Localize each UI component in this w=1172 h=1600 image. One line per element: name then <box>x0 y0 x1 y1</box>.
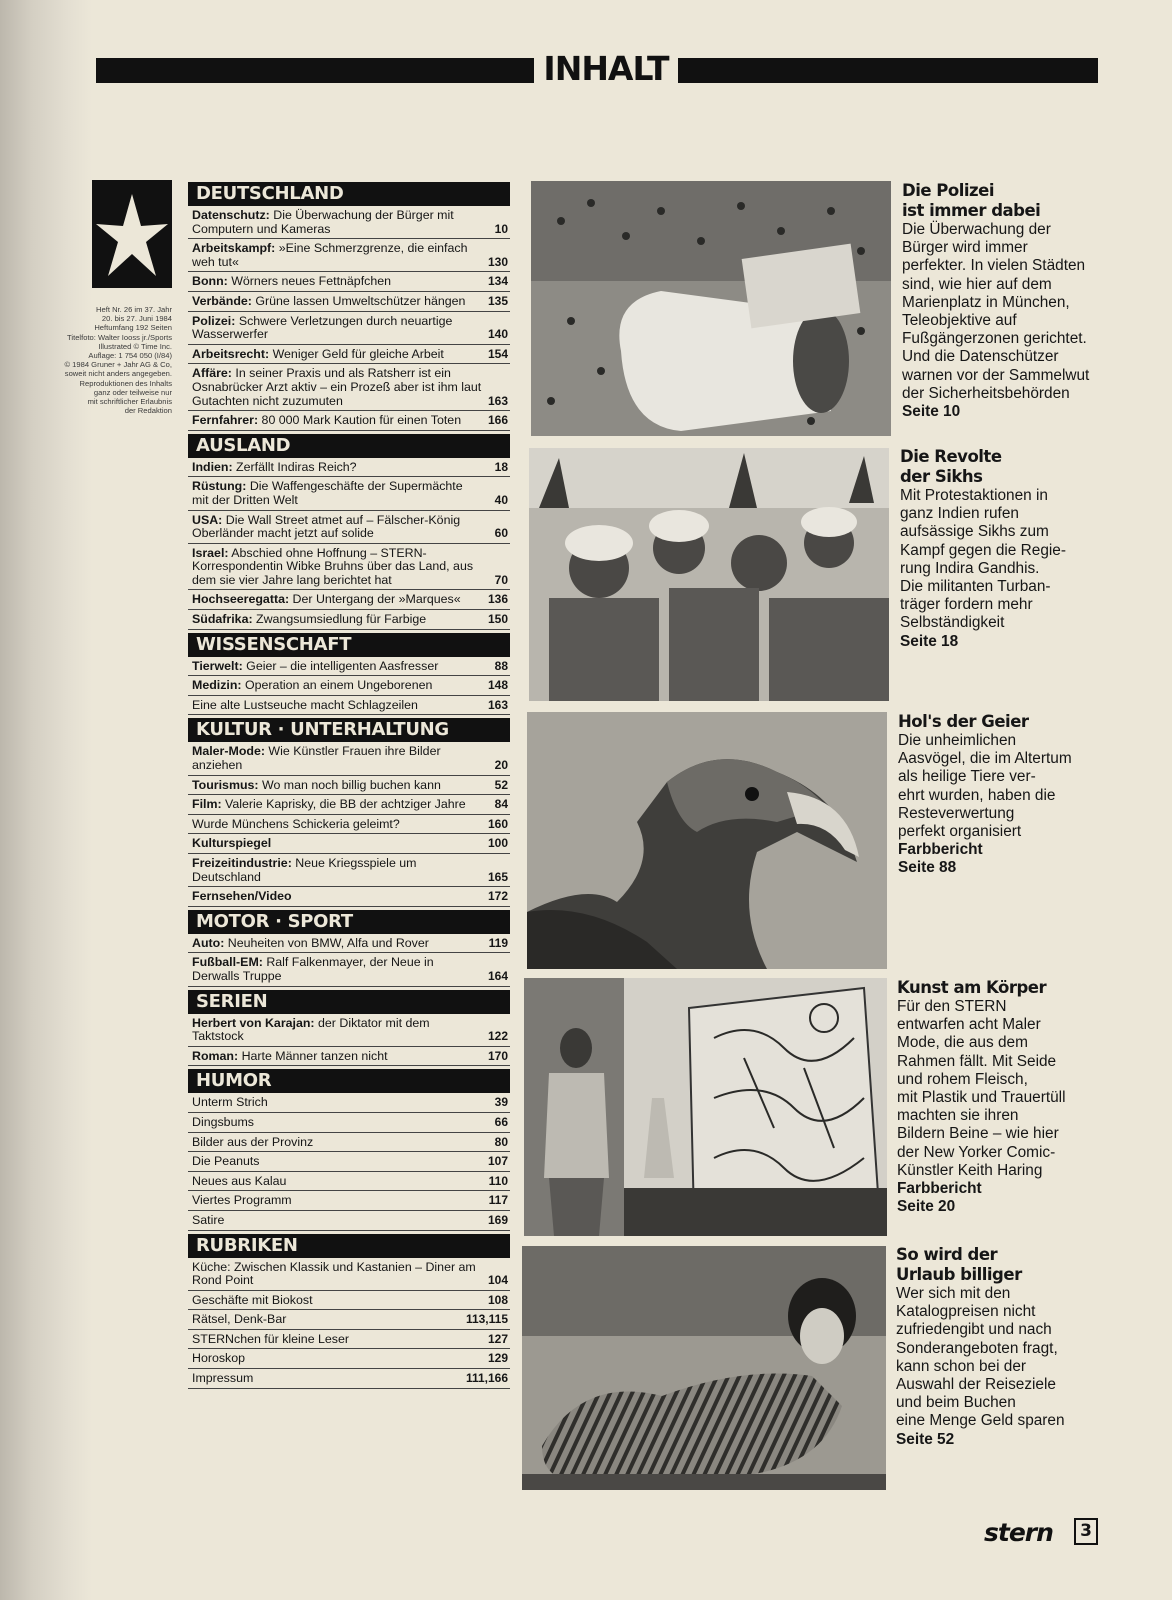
entry-text: Weniger Geld für gleiche Arbeit <box>269 346 444 361</box>
imprint-line: Illustrated © Time Inc. <box>98 341 172 351</box>
toc-entry[interactable] <box>188 1291 510 1311</box>
entry-page-number: 113,115 <box>465 1312 508 1327</box>
magazine-spine-shadow <box>0 0 92 1600</box>
swimsuit-woman-photo <box>522 1246 886 1490</box>
entry-page-number: 134 <box>487 274 508 289</box>
entry-page-number: 127 <box>487 1331 508 1346</box>
entry-topic: Affäre: <box>192 366 232 381</box>
entry-page-number: 39 <box>494 1095 508 1110</box>
feature-art-fashion <box>897 978 1152 1216</box>
entry-text: Geier – die intelligenten Aasfresser <box>242 658 439 673</box>
toc-entry[interactable] <box>188 345 510 365</box>
toc-section <box>188 1069 510 1230</box>
entry-text: Die Wall Street atmet auf – Fälscher-König Oberländer macht jetzt auf solide <box>192 512 461 541</box>
entry-text: Die Überwachung der Bürger mit Computern und Kameras <box>192 208 454 236</box>
entry-page-number: 110 <box>488 1173 508 1188</box>
page-title: INHALT <box>534 48 678 90</box>
entry-page-number: 52 <box>494 777 508 792</box>
entry-page-number: 10 <box>494 221 508 236</box>
entry-page-number: 80 <box>494 1134 508 1149</box>
imprint-line: Heft Nr. 26 im 37. Jahr <box>96 305 172 314</box>
imprint-line: der Redaktion <box>124 406 172 416</box>
section-heading: SERIEN <box>188 990 510 1014</box>
toc-entry[interactable] <box>188 676 510 696</box>
entry-topic: Freizeitindustrie: <box>192 856 292 870</box>
entry-text: Eine alte Lustseuche macht Schlagzeilen <box>192 697 418 712</box>
toc-entry[interactable] <box>188 292 510 312</box>
toc-entry[interactable] <box>188 364 510 411</box>
toc-entry[interactable] <box>188 1258 510 1291</box>
entry-text: Neuheiten von BMW, Alfa und Rover <box>224 935 429 950</box>
toc-entry[interactable] <box>188 742 510 775</box>
entry-text: Unterm Strich <box>192 1095 268 1110</box>
entry-text: Harte Männer tanzen nicht <box>238 1048 388 1063</box>
entry-text: Satire <box>192 1212 225 1227</box>
entry-text: Horoskop <box>192 1351 246 1366</box>
toc-entry[interactable] <box>188 1191 510 1211</box>
feature-page: Seite 20 <box>897 1198 956 1216</box>
entry-text: »Eine Schmerzgrenze, die einfach weh tut« <box>192 241 468 269</box>
toc-entry[interactable] <box>188 1211 510 1231</box>
entry-topic: Fernsehen/Video <box>192 889 292 904</box>
entry-text: Dingsbums <box>192 1114 254 1129</box>
toc-entry[interactable] <box>188 1047 510 1067</box>
toc-entry[interactable] <box>188 590 510 610</box>
feature-text: Wer sich mit den Katalogpreisen nicht zufriedengibt und nach Sonderangeboten fragt, kann schon bei der Auswahl der Reiseziele und beim Buchen eine Menge Geld sparen <box>896 1285 1065 1430</box>
toc-entry[interactable] <box>188 1310 510 1330</box>
entry-page-number: 130 <box>487 254 508 269</box>
entry-topic: Rüstung: <box>192 479 247 494</box>
entry-text: Die Waffengeschäfte der Supermächte mit der Dritten Welt <box>192 479 463 507</box>
entry-text: Wie Künstler Frauen ihre Bilder anziehen <box>192 744 441 773</box>
section-heading: KULTUR · UNTERHALTUNG <box>188 718 510 742</box>
imprint-line: ganz oder teilweise nur <box>93 387 172 397</box>
entry-page-number: 84 <box>494 797 508 812</box>
toc-entry[interactable] <box>188 934 510 954</box>
entry-text: Wörners neues Fettnäpfchen <box>227 274 392 289</box>
toc-entry[interactable] <box>188 887 510 907</box>
feature-title: Die Revolte der Sikhs <box>900 447 1002 486</box>
entry-page-number: 119 <box>488 935 508 950</box>
entry-page-number: 154 <box>487 346 508 361</box>
entry-text: Schwere Verletzungen durch neuartige Wasserwerfer <box>192 313 453 342</box>
entry-page-number: 160 <box>487 816 508 831</box>
entry-page-number: 140 <box>487 327 508 342</box>
entry-topic: Indien: <box>192 459 233 474</box>
toc-section <box>188 910 510 987</box>
feature-title: So wird der Urlaub billiger <box>896 1245 1022 1284</box>
toc-entry[interactable] <box>188 1369 510 1389</box>
toc-entry[interactable] <box>188 477 510 510</box>
entry-topic: Tierwelt: <box>192 658 243 673</box>
entry-topic: Roman: <box>192 1048 239 1063</box>
entry-text: Impressum <box>192 1371 254 1386</box>
toc-entry[interactable] <box>188 544 510 591</box>
entry-text: Zwangsumsiedlung für Farbige <box>252 612 427 627</box>
entry-page-number: 111,166 <box>465 1371 508 1386</box>
entry-text: STERNchen für kleine Leser <box>192 1331 350 1346</box>
feature-title: Kunst am Körper <box>897 978 1047 997</box>
entry-topic: Maler-Mode: <box>192 744 265 759</box>
toc-section <box>188 633 510 716</box>
imprint-line: soweit nicht anders angegeben. <box>64 369 172 379</box>
toc-entry[interactable] <box>188 239 510 272</box>
entry-topic: Fernfahrer: <box>192 413 259 428</box>
toc-entry[interactable] <box>188 272 510 292</box>
entry-topic: Polizei: <box>192 313 236 328</box>
entry-page-number: 166 <box>487 413 508 428</box>
feature-page: Seite 88 <box>898 859 957 877</box>
entry-text: Bilder aus der Provinz <box>192 1134 314 1149</box>
entry-topic: Südafrika: <box>192 612 253 627</box>
entry-topic: Fußball-EM: <box>192 955 263 970</box>
entry-text: Operation an einem Ungeborenen <box>241 678 433 693</box>
entry-text: Rätsel, Denk-Bar <box>192 1312 287 1327</box>
toc-entry[interactable] <box>188 312 510 345</box>
imprint-line: Reproduktionen des Inhalts <box>79 378 172 388</box>
feature-cheap-vacation <box>896 1245 1151 1449</box>
feature-text: Mit Protestaktionen in ganz Indien rufen aufsässige Sikhs zum Kampf gegen die Regie- rung Indira Gandhis. Die militanten Turban- träger fordern mehr Selbständigkeit <box>900 487 1066 632</box>
entry-text: 80 000 Mark Kaution für einen Toten <box>258 413 462 428</box>
page-number: 3 <box>1074 1518 1098 1545</box>
imprint-line: Auflage: 1 754 050 (I/84) <box>88 351 172 361</box>
entry-page-number: 165 <box>487 869 508 884</box>
feature-tag: Farbbericht <box>898 841 983 859</box>
entry-text: Ralf Falkenmayer, der Neue in Derwalls Truppe <box>192 955 434 983</box>
toc-entry[interactable] <box>188 1014 510 1047</box>
entry-page-number: 88 <box>494 658 508 673</box>
imprint-line: Heftumfang 192 Seiten <box>94 323 172 333</box>
toc-entry[interactable] <box>188 854 510 887</box>
entry-topic: Verbände: <box>192 293 252 308</box>
entry-topic: Israel: <box>192 545 229 560</box>
entry-page-number: 122 <box>487 1029 508 1044</box>
entry-text: Neue Kriegsspiele um Deutschland <box>192 856 417 884</box>
toc-entry[interactable] <box>188 834 510 854</box>
entry-text: Wo man noch billig buchen kann <box>258 777 441 792</box>
toc-section <box>188 718 510 906</box>
entry-page-number: 107 <box>487 1154 508 1169</box>
entry-page-number: 163 <box>487 393 508 408</box>
feature-title: Hol's der Geier <box>898 712 1029 731</box>
stern-star-logo-icon <box>92 180 172 288</box>
entry-text: Der Untergang der »Marques« <box>289 592 461 607</box>
entry-page-number: 163 <box>487 697 508 712</box>
feature-title: Die Polizei ist immer dabei <box>902 181 1041 220</box>
entry-text: Abschied ohne Hoffnung – STERN-Korrespondentin Wibke Bruhns über das Land, aus dem sie vier Jahre lang berichtet hat <box>192 545 474 587</box>
entry-topic: Kulturspiegel <box>192 836 272 851</box>
entry-text: Grüne lassen Umweltschützer hängen <box>251 293 466 308</box>
entry-page-number: 70 <box>494 572 508 587</box>
toc-entry[interactable] <box>188 1093 510 1113</box>
feature-text: Für den STERN entwarfen acht Maler Mode, die aus dem Rahmen fällt. Mit Seide und rohem Fleisch, mit Plastik und Trauertüll machten sie ihren Bildern Beine – wie hier der New Yorker Comic- Künstler Keith Haring <box>897 998 1066 1179</box>
entry-text: Geschäfte mit Biokost <box>192 1292 313 1307</box>
entry-page-number: 66 <box>494 1114 508 1129</box>
toc-entry[interactable] <box>188 815 510 835</box>
feature-text: Die Überwachung der Bürger wird immer perfekter. In vielen Städten sind, wie hier auf dem Marienplatz in München, Teleobjektive auf Fußgängerzonen gerichtet. Und die Datenschützer warnen vor der Sammelwut der Sicherheitsbehörden <box>902 221 1090 402</box>
section-heading: RUBRIKEN <box>188 1234 510 1258</box>
entry-page-number: 170 <box>487 1048 508 1063</box>
entry-topic: Medizin: <box>192 678 242 693</box>
entry-page-number: 136 <box>487 592 508 607</box>
toc-entry[interactable] <box>188 795 510 815</box>
feature-surveillance <box>902 181 1152 421</box>
footer-logo: stern <box>984 1518 1053 1547</box>
toc-entry[interactable] <box>188 657 510 677</box>
entry-text: Die Peanuts <box>192 1154 260 1169</box>
entry-page-number: 150 <box>487 612 508 627</box>
toc-entry[interactable] <box>188 511 510 544</box>
feature-text: Die unheimlichen Aasvögel, die im Altertum als heilige Tiere ver- ehrt wurden, haben die Resteverwertung perfekt organisiert <box>898 732 1072 841</box>
toc-entry[interactable] <box>188 696 510 716</box>
toc-entry[interactable] <box>188 610 510 630</box>
entry-page-number: 18 <box>494 459 508 474</box>
imprint-line: Titelfoto: Walter Iooss jr./Sports <box>67 332 172 342</box>
entry-page-number: 135 <box>487 293 508 308</box>
toc-section <box>188 182 510 431</box>
entry-page-number: 40 <box>494 492 508 507</box>
toc-entry[interactable] <box>188 1349 510 1369</box>
toc-section <box>188 990 510 1067</box>
entry-page-number: 169 <box>487 1212 508 1227</box>
toc-entry[interactable] <box>188 411 510 431</box>
vulture-photo <box>527 712 887 969</box>
entry-page-number: 100 <box>487 836 508 851</box>
entry-text: Zerfällt Indiras Reich? <box>232 459 357 474</box>
entry-topic: Herbert von Karajan: <box>192 1015 315 1030</box>
entry-page-number: 60 <box>494 526 508 541</box>
entry-text: Neues aus Kalau <box>192 1173 287 1188</box>
imprint-line: © 1984 Gruner + Jahr AG & Co, <box>64 360 172 370</box>
sikh-protest-photo <box>529 448 889 701</box>
toc-entry[interactable] <box>188 1172 510 1192</box>
section-heading: AUSLAND <box>188 434 510 458</box>
toc-section <box>188 1234 510 1389</box>
entry-page-number: 172 <box>487 889 508 904</box>
entry-topic: Auto: <box>192 935 225 950</box>
toc-entry[interactable] <box>188 1113 510 1133</box>
entry-topic: Hochseeregatta: <box>192 592 290 607</box>
toc-entry[interactable] <box>188 776 510 796</box>
entry-page-number: 129 <box>487 1351 508 1366</box>
toc-entry[interactable] <box>188 1152 510 1172</box>
feature-vulture <box>898 712 1148 878</box>
entry-text: Valerie Kaprisky, die BB der achtziger Jahre <box>221 797 466 812</box>
toc-section <box>188 434 510 630</box>
section-heading: DEUTSCHLAND <box>188 182 510 206</box>
entry-page-number: 20 <box>494 758 508 773</box>
feature-tag: Farbbericht <box>897 1180 982 1198</box>
entry-text: der Diktator mit dem Taktstock <box>192 1015 430 1044</box>
entry-page-number: 164 <box>487 968 508 983</box>
entry-text: Viertes Programm <box>192 1193 292 1208</box>
imprint-info <box>58 305 172 415</box>
entry-topic: Bonn: <box>192 274 228 289</box>
entry-topic: Tourismus: <box>192 777 259 792</box>
entry-page-number: 104 <box>487 1273 508 1288</box>
toc-entry[interactable] <box>188 1133 510 1153</box>
entry-topic: Arbeitsrecht: <box>192 346 270 361</box>
toc-entry[interactable] <box>188 1330 510 1350</box>
entry-text: Küche: Zwischen Klassik und Kastanien – Diner am Rond Point <box>192 1259 476 1288</box>
entry-text: In seiner Praxis und als Ratsherr ist ein Osnabrücker Arzt aktiv – ein Prozeß aber ist ihm laut Gutachten nicht zuzumuten <box>192 366 482 408</box>
toc-entry[interactable] <box>188 206 510 239</box>
haring-fashion-photo <box>524 978 887 1236</box>
entry-page-number: 117 <box>488 1193 508 1208</box>
surveillance-camera-photo <box>531 181 891 436</box>
feature-page: Seite 10 <box>902 403 961 421</box>
imprint-line: mit schriftlicher Erlaubnis <box>87 397 172 407</box>
entry-page-number: 108 <box>487 1292 508 1307</box>
toc-entry[interactable] <box>188 953 510 986</box>
entry-topic: Datenschutz: <box>192 208 270 222</box>
entry-page-number: 148 <box>487 678 508 693</box>
imprint-line: 20. bis 27. Juni 1984 <box>101 314 172 324</box>
toc-entry[interactable] <box>188 458 510 478</box>
entry-topic: Film: <box>192 797 222 812</box>
feature-page: Seite 18 <box>900 632 959 650</box>
feature-page: Seite 52 <box>896 1430 955 1448</box>
feature-sikhs <box>900 447 1150 651</box>
entry-text: Wurde Münchens Schickeria geleimt? <box>192 816 400 831</box>
section-heading: WISSENSCHAFT <box>188 633 510 657</box>
table-of-contents <box>188 182 510 1392</box>
entry-topic: USA: <box>192 512 223 527</box>
section-heading: MOTOR · SPORT <box>188 910 510 934</box>
entry-topic: Arbeitskampf: <box>192 241 276 256</box>
section-heading: HUMOR <box>188 1069 510 1093</box>
